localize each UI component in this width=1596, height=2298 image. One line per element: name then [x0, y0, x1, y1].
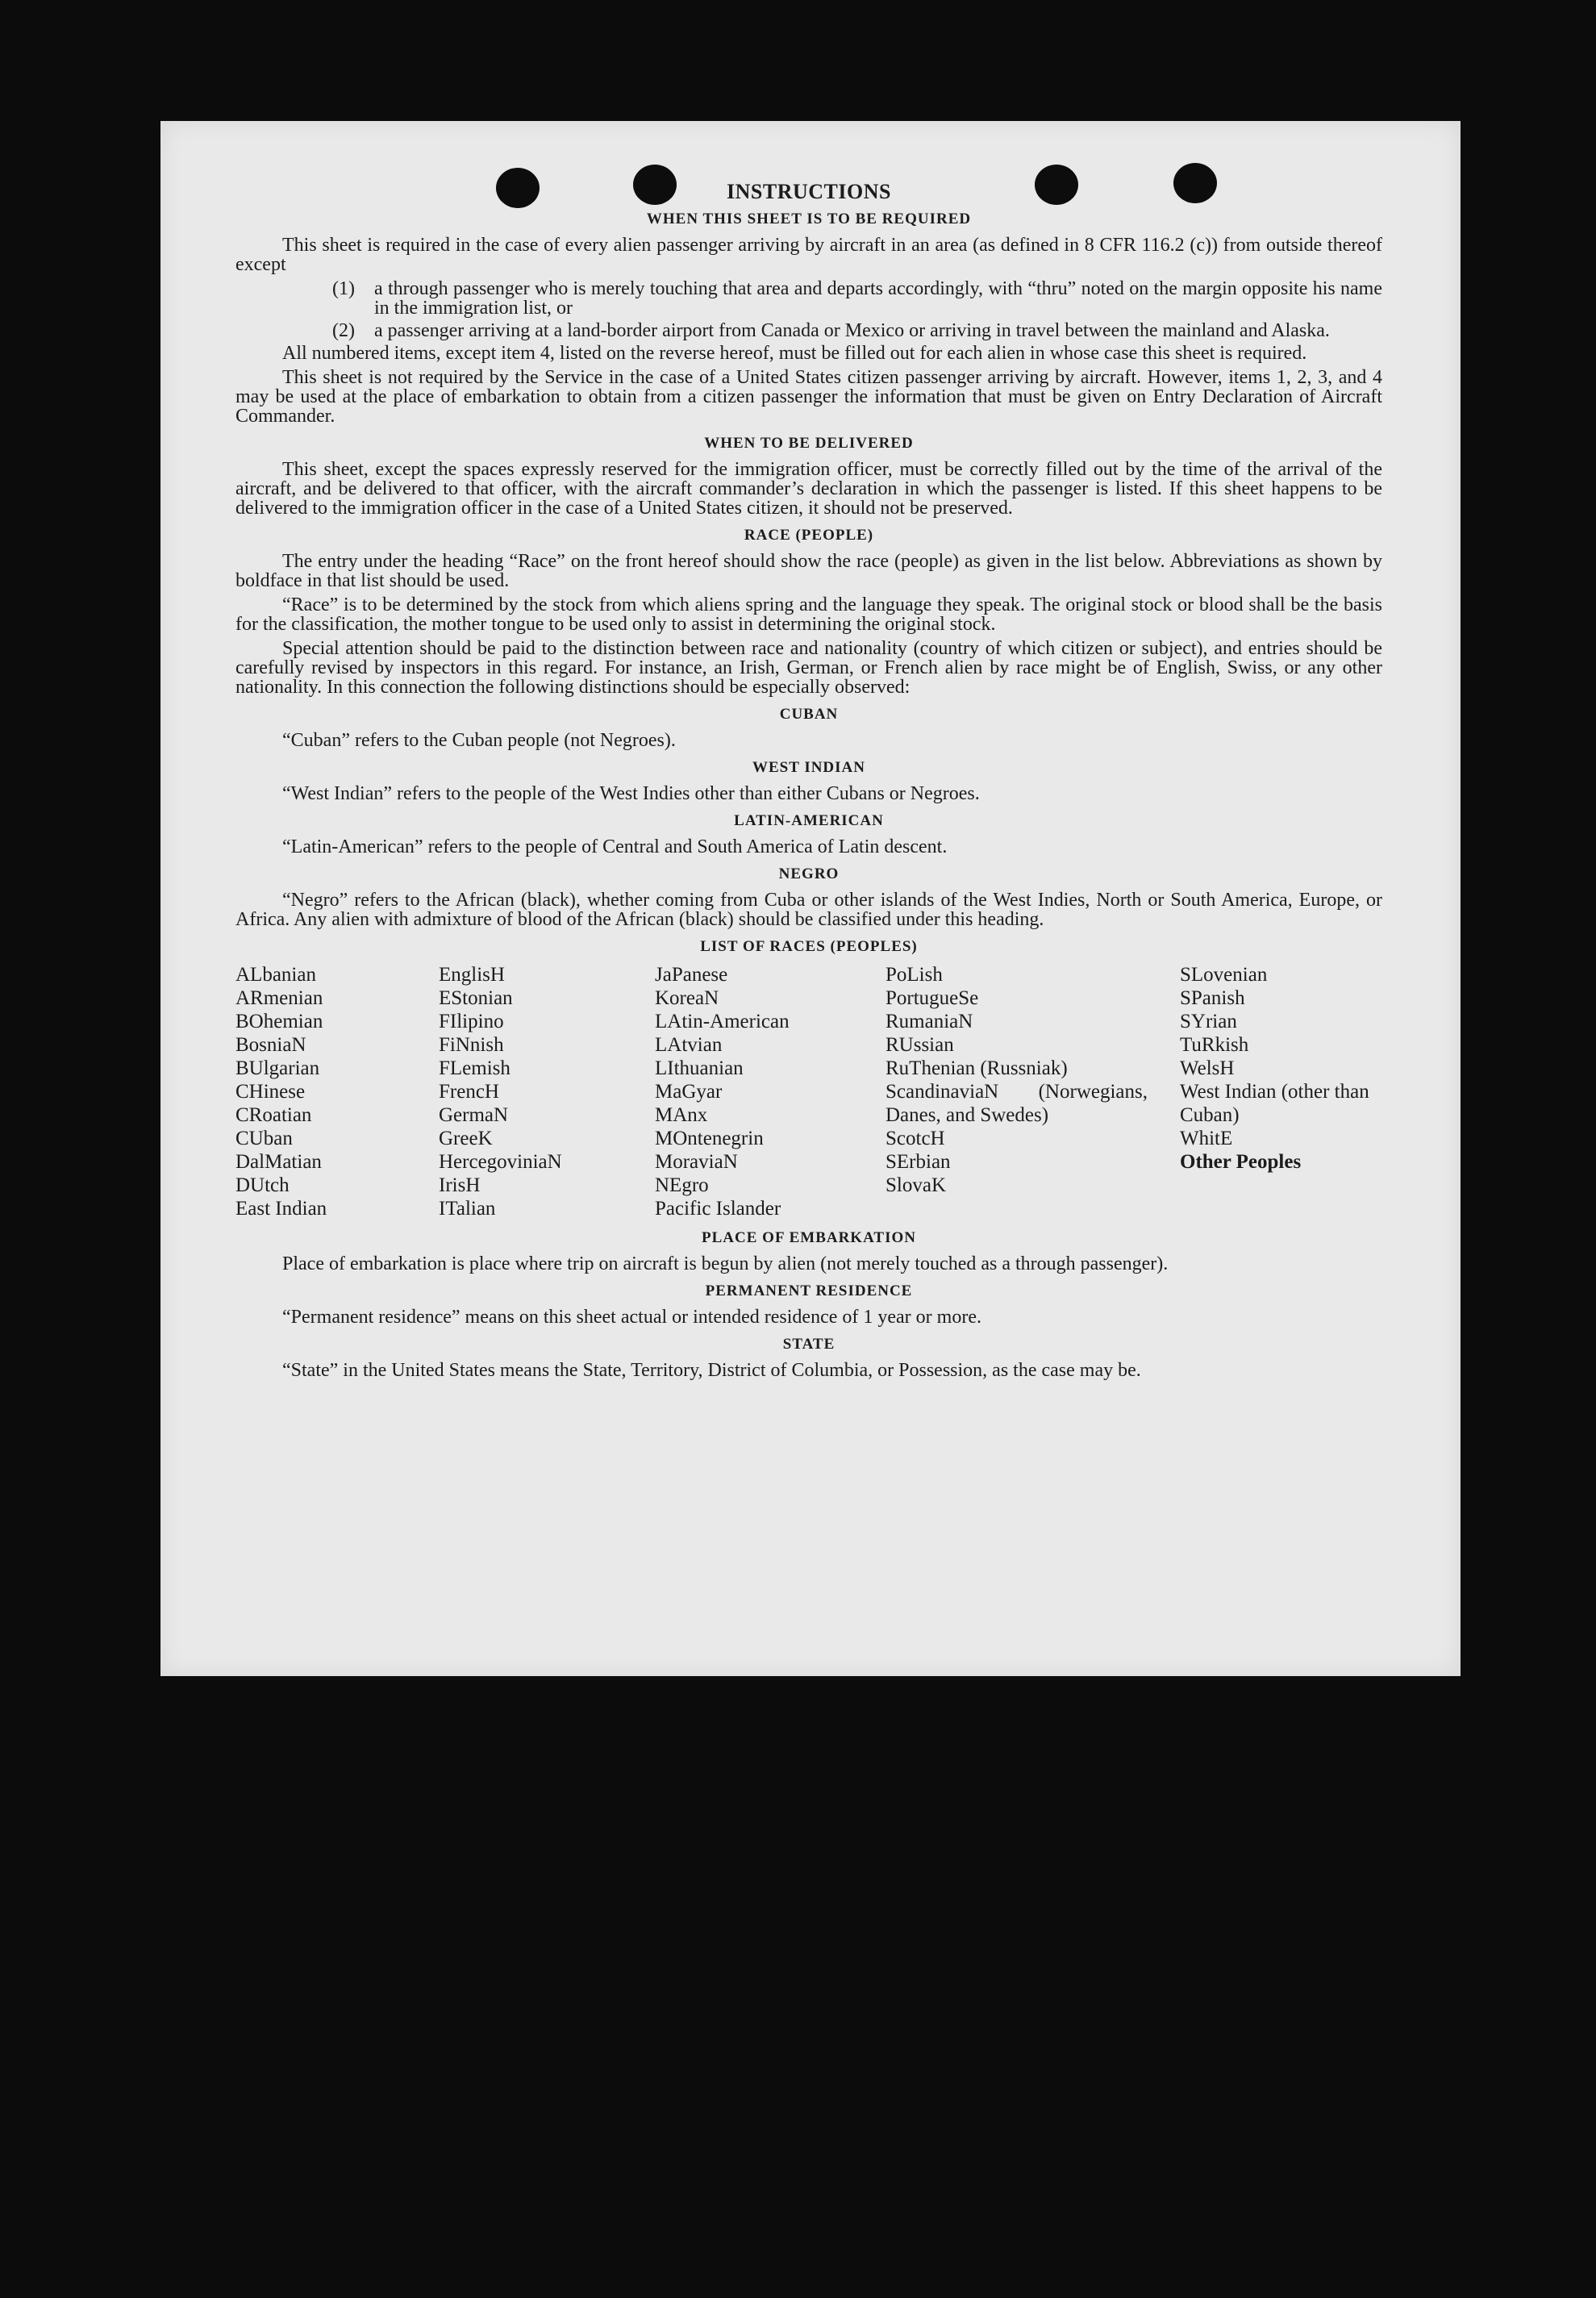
race-entry: PortugueSe — [886, 987, 979, 1009]
races-column-5 — [1180, 963, 1382, 1220]
paragraph-numbered-items: All numbered items, except item 4, listed on the reverse hereof, must be filled out for each alien in whose case this sheet is required. — [282, 343, 1307, 364]
definition-heading: LATIN-AMERICAN — [734, 812, 884, 829]
paragraph-race-entry: The entry under the heading “Race” on the front hereof should show the race (people) as given in the list below. Abbreviations as shown by boldface in that list should be used. — [235, 551, 1382, 591]
race-entry: Pacific Islander — [655, 1198, 781, 1220]
race-entry: FLemish — [439, 1057, 510, 1079]
race-entry: RUssian — [886, 1034, 954, 1056]
race-entry: EnglisH — [439, 964, 505, 986]
race-entry: SLovenian — [1180, 964, 1268, 986]
race-entry: BOhemian — [235, 1011, 323, 1032]
definition-heading: CUBAN — [779, 706, 839, 723]
race-entry: FrencH — [439, 1081, 499, 1103]
race-entry: LAtin-American — [655, 1011, 790, 1032]
race-entry: BosniaN — [235, 1034, 306, 1056]
race-entry: MOntenegrin — [655, 1128, 764, 1149]
paragraph-race-stock: “Race” is to be determined by the stock from which aliens spring and the language they speak. The original stock or blood shall be the basis for the classification, the mother tongue to be used only to assist in determining the original stock. — [235, 594, 1382, 635]
paragraph-delivery: This sheet, except the spaces expressly reserved for the immigration officer, must be correctly filled out by the time of the arrival of the aircraft, and be delivered to that officer, with the aircraft commander’s declaration in which the passenger is listed. If this sheet happens to be delivered to the immigration officer in the case of a United States citizen, it should not be preserved. — [235, 459, 1382, 519]
race-entry: KoreaN — [655, 987, 719, 1009]
race-entry: DalMatian — [235, 1151, 322, 1173]
section-heading-race: RACE (PEOPLE) — [744, 527, 874, 544]
race-entry: RuThenian (Russniak) — [886, 1057, 1068, 1079]
race-entry: WelsH — [1180, 1057, 1235, 1079]
race-entry: JaPanese — [655, 964, 728, 986]
page-title: INSTRUCTIONS — [727, 180, 891, 203]
paragraph-citizen: This sheet is not required by the Service in the case of a United States citizen passenger arriving by aircraft. However, items 1, 2, 3, and 4 may be used at the place of embarkation to obtain from a citizen passenger the information that must be given on Entry Declaration of Aircraft Commander. — [235, 367, 1382, 427]
race-entry: East Indian — [235, 1198, 327, 1220]
paragraph-residence: “Permanent residence” means on this sheet actual or intended residence of 1 year or more. — [282, 1307, 981, 1328]
race-entry: ALbanian — [235, 964, 316, 986]
list-item — [332, 321, 1382, 340]
races-column-1 — [235, 963, 439, 1220]
item-number: (1) — [332, 278, 355, 299]
race-entry: SlovaK — [886, 1174, 946, 1196]
race-entry: CUban — [235, 1128, 293, 1149]
item-number: (2) — [332, 320, 355, 341]
race-entry: EStonian — [439, 987, 513, 1009]
race-entry: ScandinaviaN (Norwegians, Danes, and Swedes) — [886, 1081, 1148, 1126]
definition-text: “West Indian” refers to the people of the West Indies other than either Cubans or Negroes. — [282, 783, 980, 804]
race-entry: HercegoviniaN — [439, 1151, 562, 1173]
definition-text: “Cuban” refers to the Cuban people (not Negroes). — [282, 730, 676, 751]
definition-text: “Negro” refers to the African (black), whether coming from Cuba or other islands of the West Indies, North or South America, Europe, or Africa. Any alien with admixture of blood of the African (black) should be classified under this heading. — [235, 890, 1382, 930]
race-entry: SPanish — [1180, 987, 1245, 1009]
race-entry: NEgro — [655, 1174, 709, 1196]
race-entry: IrisH — [439, 1174, 481, 1196]
paragraph-embarkation: Place of embarkation is place where trip on aircraft is begun by alien (not merely touched as a through passenger). — [282, 1253, 1169, 1274]
section-heading-when-delivered: WHEN TO BE DELIVERED — [704, 435, 914, 452]
race-entry: MoraviaN — [655, 1151, 738, 1173]
list-item — [332, 279, 1382, 318]
race-entry: LAtvian — [655, 1034, 723, 1056]
race-entry: LIthuanian — [655, 1057, 744, 1079]
paragraph-intro: This sheet is required in the case of every alien passenger arriving by aircraft in an area (as defined in 8 CFR 116.2 (c)) from outside thereof except — [235, 235, 1382, 275]
document-sheet — [160, 121, 1461, 1676]
section-heading-embarkation: PLACE OF EMBARKATION — [702, 1229, 916, 1246]
race-entry: SErbian — [886, 1151, 951, 1173]
races-list — [235, 963, 1382, 1220]
race-entry: MaGyar — [655, 1081, 723, 1103]
race-entry: ITalian — [439, 1198, 496, 1220]
race-entry: BUlgarian — [235, 1057, 320, 1079]
race-entry: Other Peoples — [1180, 1151, 1302, 1173]
instructions-content — [235, 182, 1382, 1385]
race-entry: FIlipino — [439, 1011, 504, 1032]
race-entry: SYrian — [1180, 1011, 1237, 1032]
paragraph-state: “State” in the United States means the State, Territory, District of Columbia, or Possession, as the case may be. — [282, 1360, 1141, 1381]
race-entry: DUtch — [235, 1174, 290, 1196]
races-column-2 — [439, 963, 655, 1220]
section-heading-state: STATE — [782, 1336, 836, 1353]
race-entry: MAnx — [655, 1104, 708, 1126]
race-entry: ScotcH — [886, 1128, 945, 1149]
item-text: a through passenger who is merely touching that area and departs accordingly, with “thru” noted on the margin opposite his name in the immigration list, or — [374, 278, 1382, 319]
race-entry: WhitE — [1180, 1128, 1233, 1149]
race-entry: GermaN — [439, 1104, 509, 1126]
section-heading-residence: PERMANENT RESIDENCE — [705, 1282, 913, 1299]
race-entry: PoLish — [886, 964, 943, 986]
races-column-3 — [655, 963, 886, 1220]
race-entry: CRoatian — [235, 1104, 312, 1126]
race-entry: TuRkish — [1180, 1034, 1249, 1056]
definition-heading: NEGRO — [778, 865, 840, 882]
race-entry: CHinese — [235, 1081, 306, 1103]
race-entry: ARmenian — [235, 987, 323, 1009]
race-entry: GreeK — [439, 1128, 493, 1149]
race-entry: RumaniaN — [886, 1011, 973, 1032]
section-heading-races-list: LIST OF RACES (PEOPLES) — [700, 938, 918, 955]
paragraph-race-distinction: Special attention should be paid to the distinction between race and nationality (country of which citizen or subject), and entries should be carefully revised by inspectors in this regard. For instance, an Irish, German, or French alien by race might be of English, Swiss, or any other nationality. In this connection the following distinctions should be especially observed: — [235, 638, 1382, 698]
definition-heading: WEST INDIAN — [752, 759, 865, 776]
races-column-4 — [886, 963, 1180, 1220]
race-entry: FiNnish — [439, 1034, 504, 1056]
item-text: a passenger arriving at a land-border airport from Canada or Mexico or arriving in travel between the mainland and Alaska. — [374, 320, 1330, 341]
definition-text: “Latin-American” refers to the people of Central and South America of Latin descent. — [282, 836, 948, 857]
race-entry: West Indian (other than Cuban) — [1180, 1081, 1369, 1126]
section-heading-when-required: WHEN THIS SHEET IS TO BE REQUIRED — [646, 211, 972, 227]
